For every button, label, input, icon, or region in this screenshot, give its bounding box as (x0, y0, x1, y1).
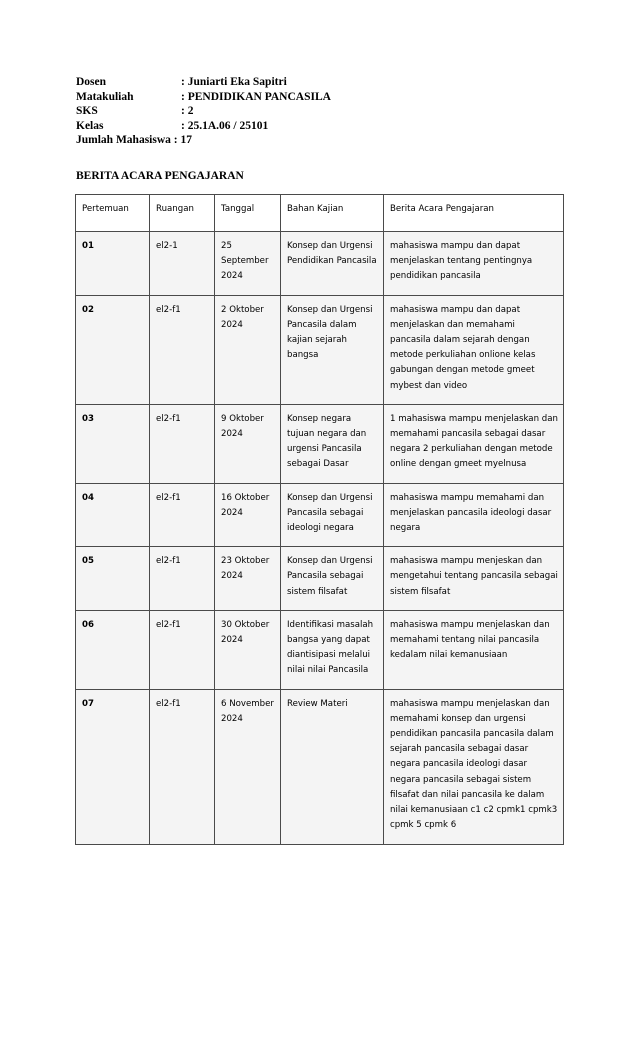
info-value: 25.1A.06 / 25101 (187, 119, 269, 132)
table-row (76, 232, 564, 296)
table-row (76, 689, 564, 844)
info-value: Juniarti Eka Sapitri (187, 76, 287, 88)
cell-berita-acara: mahasiswa mampu dan dapat menjelaskan dan memahami pancasila dalam sejarah dengan metode perkuliahan onlione kelas gabungan dengan metode gmeet mybest dan video (384, 295, 564, 404)
cell-ruangan: el2-f1 (150, 547, 215, 611)
cell-ruangan: el2-f1 (150, 483, 215, 547)
info-label: Matakuliah (76, 90, 134, 103)
cell-berita-acara: mahasiswa mampu memahami dan menjelaskan pancasila ideologi dasar negara (384, 483, 564, 547)
cell-ruangan: el2-f1 (150, 610, 215, 689)
cell-bahan-kajian: Konsep negara tujuan negara dan urgensi Pancasila sebagai Dasar (281, 404, 384, 483)
cell-bahan-kajian: Review Materi (281, 689, 384, 844)
cell-ruangan: el2-f1 (150, 689, 215, 844)
header-pertemuan: Pertemuan (76, 195, 150, 232)
cell-tanggal: 16 Oktober 2024 (215, 483, 281, 547)
table-row (76, 547, 564, 611)
cell-bahan-kajian: Konsep dan Urgensi Pancasila dalam kajian sejarah bangsa (281, 295, 384, 404)
table-row (76, 404, 564, 483)
cell-berita-acara: mahasiswa mampu dan dapat menjelaskan tentang pentingnya pendidikan pancasila (384, 232, 564, 296)
table-row (76, 483, 564, 547)
info-row-jumlah-mahasiswa (76, 133, 331, 148)
cell-pertemuan: 07 (76, 689, 150, 844)
cell-bahan-kajian: Konsep dan Urgensi Pancasila sebagai sistem filsafat (281, 547, 384, 611)
info-value: 2 (187, 105, 194, 117)
info-label: Kelas (76, 119, 104, 132)
header-ruangan: Ruangan (150, 195, 215, 232)
info-row-dosen (76, 75, 331, 90)
cell-tanggal: 9 Oktober 2024 (215, 404, 281, 483)
cell-tanggal: 2 Oktober 2024 (215, 295, 281, 404)
info-label: SKS (76, 105, 98, 117)
info-value: 17 (180, 134, 192, 146)
cell-tanggal: 30 Oktober 2024 (215, 610, 281, 689)
info-separator: : (181, 90, 188, 103)
info-row-matakuliah (76, 90, 331, 105)
info-label: Dosen (76, 76, 107, 88)
info-row-kelas (76, 119, 331, 134)
header-tanggal: Tanggal (215, 195, 281, 232)
cell-pertemuan: 06 (76, 610, 150, 689)
cell-berita-acara: mahasiswa mampu menjelaskan dan memahami konsep dan urgensi pendidikan pancasila pancasila dalam sejarah pancasila sebagai dasar negara pancasila ideologi dasar negara pancasila sebagai sistem filsafat dan nilai pancasila ke dalam nilai kemanusiaan c1 c2 cpmk1 cpmk3 cpmk 5 cpmk 6 (384, 689, 564, 844)
cell-pertemuan: 02 (76, 295, 150, 404)
cell-pertemuan: 01 (76, 232, 150, 296)
cell-ruangan: el2-f1 (150, 295, 215, 404)
table-row (76, 295, 564, 404)
cell-ruangan: el2-1 (150, 232, 215, 296)
info-separator: : (170, 134, 181, 146)
info-separator: : (181, 119, 188, 132)
cell-tanggal: 23 Oktober 2024 (215, 547, 281, 611)
cell-berita-acara: mahasiswa mampu menjeskan dan mengetahui tentang pancasila sebagai sistem filsafat (384, 547, 564, 611)
cell-pertemuan: 05 (76, 547, 150, 611)
cell-bahan-kajian: Konsep dan Urgensi Pendidikan Pancasila (281, 232, 384, 296)
info-separator: : (181, 76, 188, 88)
cell-bahan-kajian: Konsep dan Urgensi Pancasila sebagai ideologi negara (281, 483, 384, 547)
cell-berita-acara: 1 mahasiswa mampu menjelaskan dan memahami pancasila sebagai dasar negara 2 perkuliahan dengan metode online dengan gmeet myelnusa (384, 404, 564, 483)
info-value: PENDIDIKAN PANCASILA (187, 90, 331, 103)
info-label: Jumlah Mahasiswa (76, 134, 171, 146)
cell-pertemuan: 03 (76, 404, 150, 483)
cell-tanggal: 6 November 2024 (215, 689, 281, 844)
info-row-sks (76, 104, 331, 119)
cell-pertemuan: 04 (76, 483, 150, 547)
table-row (76, 610, 564, 689)
header-bahan-kajian: Bahan Kajian (281, 195, 384, 232)
cell-bahan-kajian: Identifikasi masalah bangsa yang dapat diantisipasi melalui nilai nilai Pancasila (281, 610, 384, 689)
cell-tanggal: 25 September 2024 (215, 232, 281, 296)
section-title: BERITA ACARA PENGAJARAN (76, 170, 244, 182)
info-separator: : (181, 105, 188, 117)
table-header-row (76, 195, 564, 232)
header-berita-acara: Berita Acara Pengajaran (384, 195, 564, 232)
cell-berita-acara: mahasiswa mampu menjelaskan dan memahami tentang nilai pancasila kedalam nilai kemanusiaan (384, 610, 564, 689)
course-info-block (76, 75, 331, 148)
cell-ruangan: el2-f1 (150, 404, 215, 483)
teaching-record-table (75, 194, 564, 845)
